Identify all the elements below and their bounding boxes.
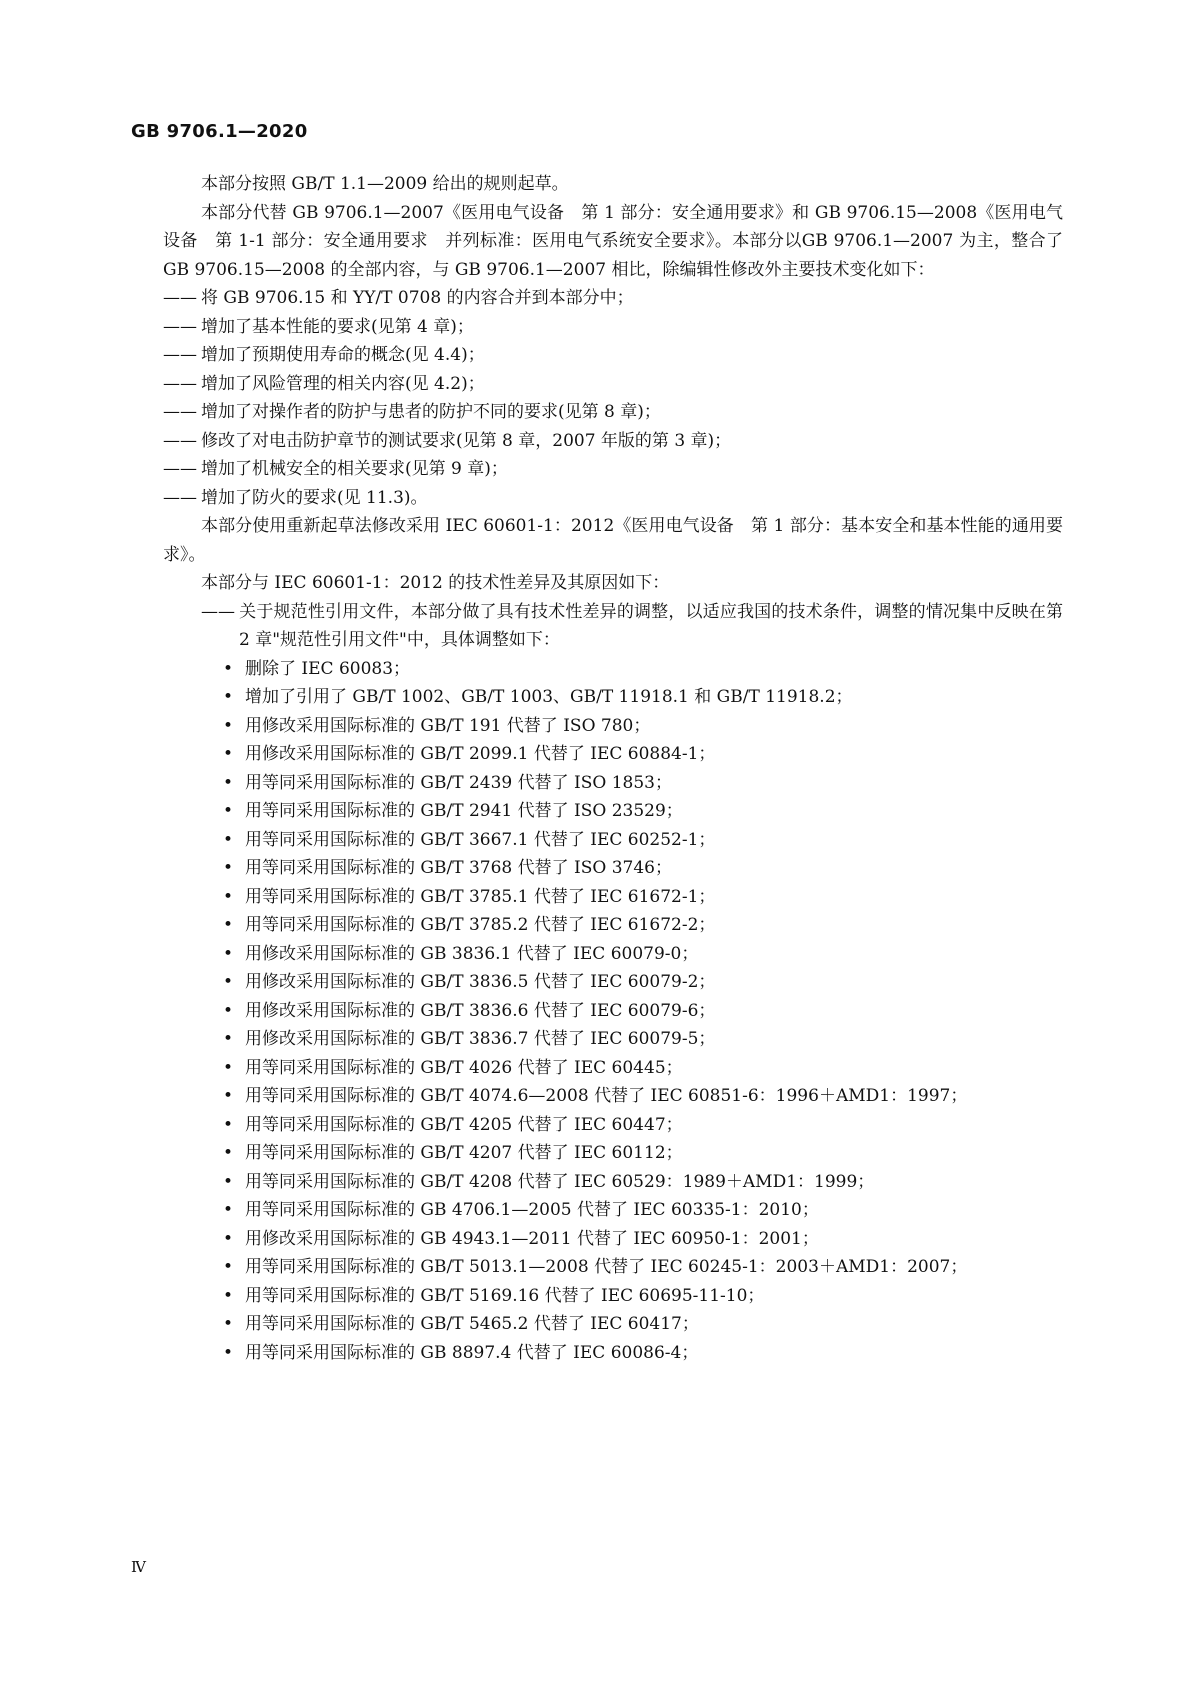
- list-item: • 用等同采用国际标准的 GB/T 3785.1 代替了 IEC 61672-1；: [163, 883, 1063, 912]
- dash-marker: ——: [201, 601, 235, 622]
- list-item: • 用等同采用国际标准的 GB/T 2941 代替了 ISO 23529；: [163, 797, 1063, 826]
- list-item: • 用等同采用国际标准的 GB/T 5465.2 代替了 IEC 60417；: [163, 1310, 1063, 1339]
- list-item: • 用等同采用国际标准的 GB/T 5169.16 代替了 IEC 60695-11-10；: [163, 1282, 1063, 1311]
- list-item: • 用修改采用国际标准的 GB 3836.1 代替了 IEC 60079-0；: [163, 940, 1063, 969]
- dash-marker: ——: [163, 402, 197, 422]
- list-item: • 删除了 IEC 60083；: [163, 655, 1063, 684]
- list-item: • 用等同采用国际标准的 GB/T 3785.2 代替了 IEC 61672-2；: [163, 911, 1063, 940]
- list-item: • 用修改采用国际标准的 GB/T 191 代替了 ISO 780；: [163, 712, 1063, 741]
- dash-marker: ——: [163, 373, 197, 394]
- list-item: • 用等同采用国际标准的 GB/T 3768 代替了 ISO 3746；: [163, 854, 1063, 883]
- list-item: • 用修改采用国际标准的 GB/T 3836.6 代替了 IEC 60079-6；: [163, 997, 1063, 1026]
- dash-marker: ——: [163, 288, 197, 308]
- drafting-rule-paragraph: 本部分按照 GB/T 1.1—2009 给出的规则起草。: [201, 174, 569, 194]
- list-item: —— 增加了防火的要求(见 11.3)。: [163, 484, 1063, 513]
- list-item: • 用修改采用国际标准的 GB/T 2099.1 代替了 IEC 60884-1；: [163, 740, 1063, 769]
- list-item: —— 增加了对操作者的防护与患者的防护不同的要求(见第 8 章)；: [163, 398, 1063, 427]
- replacement-paragraph: 本部分代替 GB 9706.1—2007《医用电气设备 第 1 部分：安全通用要求》和 GB 9706.15—2008《医用电气设备 第 1-1 部分：安全通用要求 并列标准：医用电气系统安全要求》。本部分以GB 9706.1—2007 为主，整合了 GB 9706.15—2008 的全部内容，与 GB 9706.1—2007 相比，除编辑性修改外主要技术变化如下：: [163, 202, 1063, 280]
- list-item: —— 增加了风险管理的相关内容(见 4.2)；: [163, 370, 1063, 399]
- list-item: • 用等同采用国际标准的 GB/T 5013.1—2008 代替了 IEC 60245-1：2003＋AMD1：2007；: [163, 1253, 1063, 1282]
- document-code-header: GB 9706.1—2020: [131, 121, 308, 142]
- foreword-body: [163, 170, 1063, 1367]
- list-item: —— 增加了机械安全的相关要求(见第 9 章)；: [163, 455, 1063, 484]
- list-item: —— 增加了基本性能的要求(见第 4 章)；: [163, 313, 1063, 342]
- list-item: —— 将 GB 9706.15 和 YY/T 0708 的内容合并到本部分中；: [163, 284, 1063, 313]
- list-item: • 用修改采用国际标准的 GB/T 3836.5 代替了 IEC 60079-2；: [163, 968, 1063, 997]
- dash-marker: ——: [163, 430, 197, 451]
- list-item: • 用等同采用国际标准的 GB/T 4205 代替了 IEC 60447；: [163, 1111, 1063, 1140]
- list-item: • 用等同采用国际标准的 GB 4706.1—2005 代替了 IEC 60335-1：2010；: [163, 1196, 1063, 1225]
- list-item: • 用等同采用国际标准的 GB/T 4208 代替了 IEC 60529：1989＋AMD1：1999；: [163, 1168, 1063, 1197]
- technical-changes-list: [163, 284, 1063, 512]
- normative-references-item: —— 关于规范性引用文件，本部分做了具有技术性差异的调整，以适应我国的技术条件，调整的情况集中反映在第 2 章"规范性引用文件"中，具体调整如下：: [163, 598, 1063, 655]
- list-item: • 用等同采用国际标准的 GB/T 4207 代替了 IEC 60112；: [163, 1139, 1063, 1168]
- list-item: —— 修改了对电击防护章节的测试要求(见第 8 章，2007 年版的第 3 章)；: [163, 427, 1063, 456]
- dash-marker: ——: [163, 459, 197, 479]
- list-item: • 用修改采用国际标准的 GB/T 3836.7 代替了 IEC 60079-5；: [163, 1025, 1063, 1054]
- dash-marker: ——: [163, 345, 197, 365]
- list-item: • 用修改采用国际标准的 GB 4943.1—2011 代替了 IEC 60950-1：2001；: [163, 1225, 1063, 1254]
- list-item: • 用等同采用国际标准的 GB 8897.4 代替了 IEC 60086-4；: [163, 1339, 1063, 1368]
- page-number: Ⅳ: [131, 1558, 146, 1576]
- dash-marker: ——: [163, 316, 197, 337]
- list-item: • 用等同采用国际标准的 GB/T 4026 代替了 IEC 60445；: [163, 1054, 1063, 1083]
- dash-marker: ——: [163, 487, 197, 508]
- list-item: —— 增加了预期使用寿命的概念(见 4.4)；: [163, 341, 1063, 370]
- list-item: • 用等同采用国际标准的 GB/T 3667.1 代替了 IEC 60252-1；: [163, 826, 1063, 855]
- differences-intro-paragraph: 本部分与 IEC 60601-1：2012 的技术性差异及其原因如下：: [201, 573, 670, 593]
- adjustments-list: [163, 655, 1063, 1368]
- list-item: • 用等同采用国际标准的 GB/T 2439 代替了 ISO 1853；: [163, 769, 1063, 798]
- list-item: • 增加了引用了 GB/T 1002、GB/T 1003、GB/T 11918.1 和 GB/T 11918.2；: [163, 683, 1063, 712]
- list-item: • 用等同采用国际标准的 GB/T 4074.6—2008 代替了 IEC 60851-6：1996＋AMD1：1997；: [163, 1082, 1063, 1111]
- adoption-paragraph: 本部分使用重新起草法修改采用 IEC 60601-1：2012《医用电气设备 第 1 部分：基本安全和基本性能的通用要求》。: [163, 516, 1063, 565]
